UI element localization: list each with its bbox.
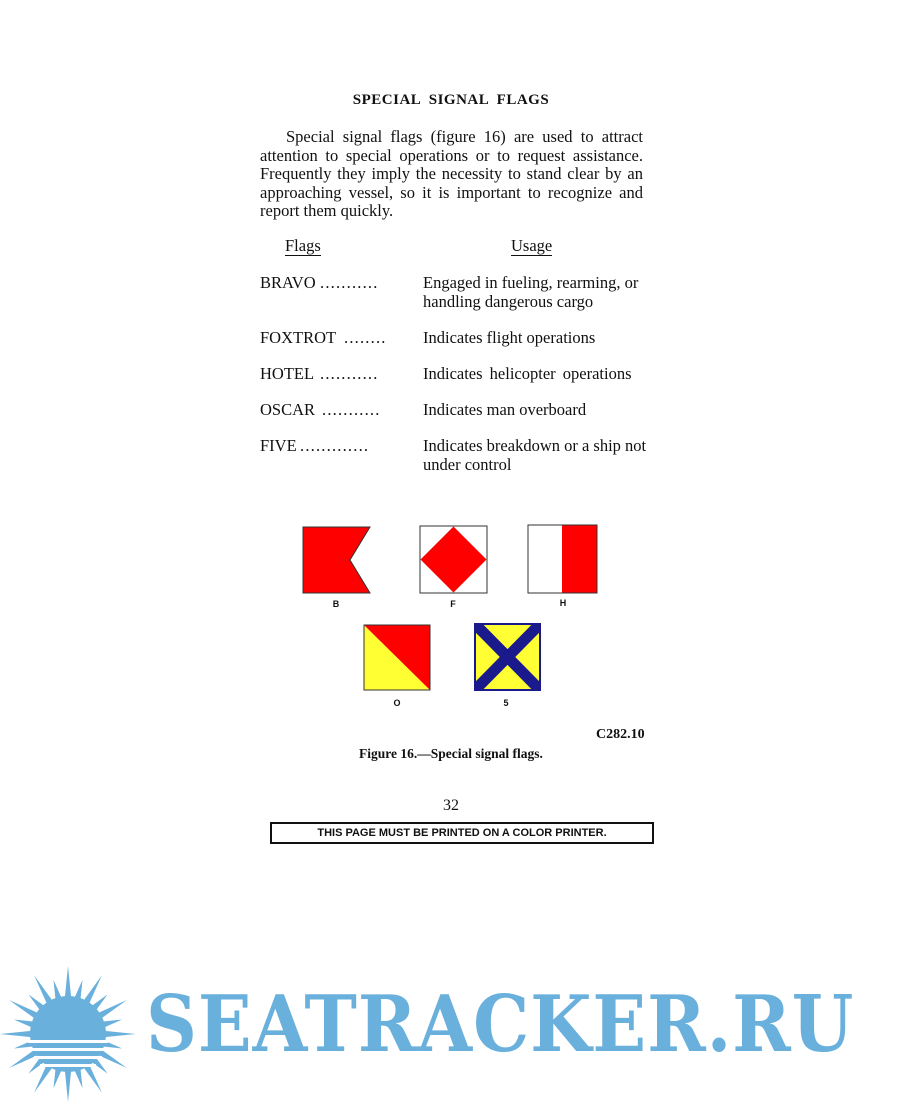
flag-usage: Engaged in fueling, rearming, or handling dangerous cargo — [423, 273, 639, 311]
flag-label-b: B — [332, 599, 340, 609]
leader-dots: ........... — [320, 273, 379, 292]
flag-name: OSCAR — [260, 400, 316, 419]
leader-dots: ........ — [344, 328, 387, 347]
flag-usage: Indicates man overboard — [423, 400, 587, 419]
leader-dots: ........... — [320, 364, 379, 383]
header-usage: Usage — [511, 236, 553, 255]
flag-name: FOXTROT — [260, 328, 337, 347]
flag-label-5: 5 — [503, 698, 509, 708]
page-number: 32 — [443, 797, 459, 814]
figure-code: C282.10 — [596, 727, 645, 742]
flag-label-o: O — [393, 698, 401, 708]
flag-usage: Indicates helicopter operations — [423, 364, 632, 383]
flag-name: BRAVO — [260, 273, 316, 292]
flag-oscar-icon — [363, 624, 431, 691]
flag-name: FIVE — [260, 436, 297, 455]
flag-name: HOTEL — [260, 364, 315, 383]
leader-dots: ........... — [322, 400, 381, 419]
figure-caption: Figure 16.—Special signal flags. — [359, 746, 543, 761]
watermark-text: SEATRACKER.RU — [146, 979, 855, 1070]
page-title: SPECIAL SIGNAL FLAGS — [352, 92, 550, 108]
flag-five-icon — [474, 623, 541, 691]
intro-paragraph: Special signal flags (figure 16) are used to attract attention to special operations or to request assistance. Frequently they imply the necessity to stand clear by an approaching vessel, so it is important to recognize and report them quickly. — [260, 127, 643, 220]
flag-bravo-icon — [302, 526, 372, 595]
flag-label-h: H — [559, 598, 567, 608]
watermark — [0, 960, 922, 1102]
color-printer-notice: THIS PAGE MUST BE PRINTED ON A COLOR PRINTER. — [270, 822, 654, 844]
flag-hotel-icon — [527, 524, 598, 594]
sun-logo-icon — [0, 966, 136, 1102]
flag-usage: Indicates breakdown or a ship not under control — [423, 436, 647, 474]
leader-dots: ............. — [300, 436, 370, 455]
header-flags: Flags — [285, 236, 321, 255]
flag-label-f: F — [450, 599, 456, 609]
flag-foxtrot-icon — [419, 525, 488, 594]
flag-usage: Indicates flight operations — [423, 328, 596, 347]
